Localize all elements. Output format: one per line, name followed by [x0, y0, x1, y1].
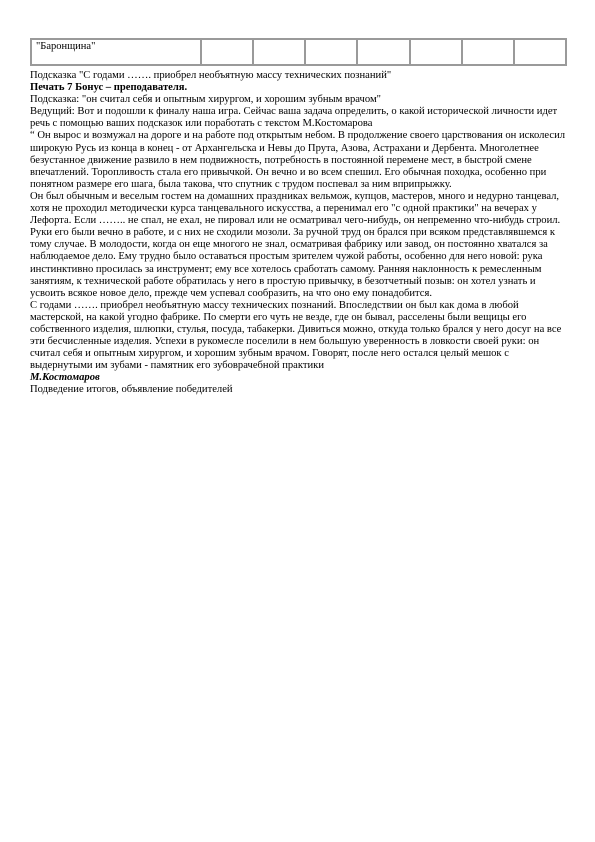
grid-cell [253, 39, 305, 65]
grid-cell [201, 39, 253, 65]
author-signature: М.Костомаров [30, 372, 100, 384]
grid-cell-title: "Баронщина" [31, 39, 201, 65]
grid-cell [462, 39, 514, 65]
hint-line-2: Подсказка: "он считал себя и опытным хирургом, и хорошим зубным врачом" [30, 94, 382, 106]
answer-grid-row [31, 39, 566, 65]
hint-line-1: Подсказка "С годами ……. приобрел необъятную массу технических познаний" [30, 70, 392, 81]
document-body [30, 70, 566, 397]
quote-paragraph-2: Он был обычным и веселым гостем на домашних праздниках вельмож, купцов, мастеров, много и недурно танцевал, хотя не проходил методически курса танцевального искусства, а перенимал его "с одной практики" на вечерах у Лефорта. Если …….. не спал, не ехал, не пировал или не осматривал чего-нибудь, он непременно что-нибудь строил. [30, 190, 561, 227]
quote-paragraph-3: Руки его были вечно в работе, и с них не сходили мозоли. За ручной труд он брался при всяком представлявшемся к тому случае. В молодости, когда он еще многого не знал, осматривая фабрику или завод, он постоянно хватался за наблюдаемое дело. Ему трудно было оставаться простым зрителем чужой работы, особенно для него новой: рука инстинктивно просилась за инструмент; ему все хотелось сработать самому. Ранняя наклонность к ремесленным занятиям, к технической работе обратилась у него в простую привычку, в безотчетный позыв: он хотел узнать и усвоить всякое новое дело, прежде чем успевал сообразить, на что оно ему понадобится. [30, 227, 556, 299]
grid-cell [357, 39, 409, 65]
grid-cell [410, 39, 462, 65]
closing-line: Подведение итогов, объявление победителей [30, 384, 233, 396]
answer-grid [30, 38, 567, 66]
document-page [30, 38, 566, 397]
bonus-heading: Печать 7 Бонус – преподавателя. [30, 82, 188, 94]
host-paragraph: Ведущий: Вот и подошли к финалу наша игра. Сейчас ваша задача определить, о какой исторической личности идет речь с помощью ваших подсказок или поработать с текстом М.Костомарова [30, 106, 558, 130]
quote-paragraph-4: С годами ……. приобрел необъятную массу технических познаний. Впоследствии он был как дома в любой мастерской, на какой угодно фабрике. По смерти его чуть не везде, где он бывал, расселены были вещицы его собственного изделия, шлюпки, стулья, посуда, табакерки. Дивиться можно, откуда только брался у него досуг на все эти бесчисленные изделия. Успехи в рукомесле поселили в нем большую уверенность в ловкости своей руки: он считал себя и опытным хирургом, и хорошим зубным врачом. Говорят, после него остался целый мешок с выдернутыми им зубами - памятник его зубоврачебной практики [30, 299, 562, 372]
grid-cell [305, 39, 357, 65]
quote-paragraph-1: “ Он вырос и возмужал на дороге и на работе под открытым небом. В продолжение своего царствования он исколесил широкую Русь из конца в конец - от Архангельска и Невы до Прута, Азова, Астрахани и Дербента. Многолетнее безустанное движение развило в нем подвижность, потребность в постоянной перемене мест, в быстрой смене впечатлений. Торопливость стала его привычкой. Он вечно и во всем спешил. Его обычная походка, особенно при понятном размере его шага, была такова, что спутник с трудом поспевал за ним вприпрыжку. [30, 130, 566, 190]
grid-cell [514, 39, 566, 65]
